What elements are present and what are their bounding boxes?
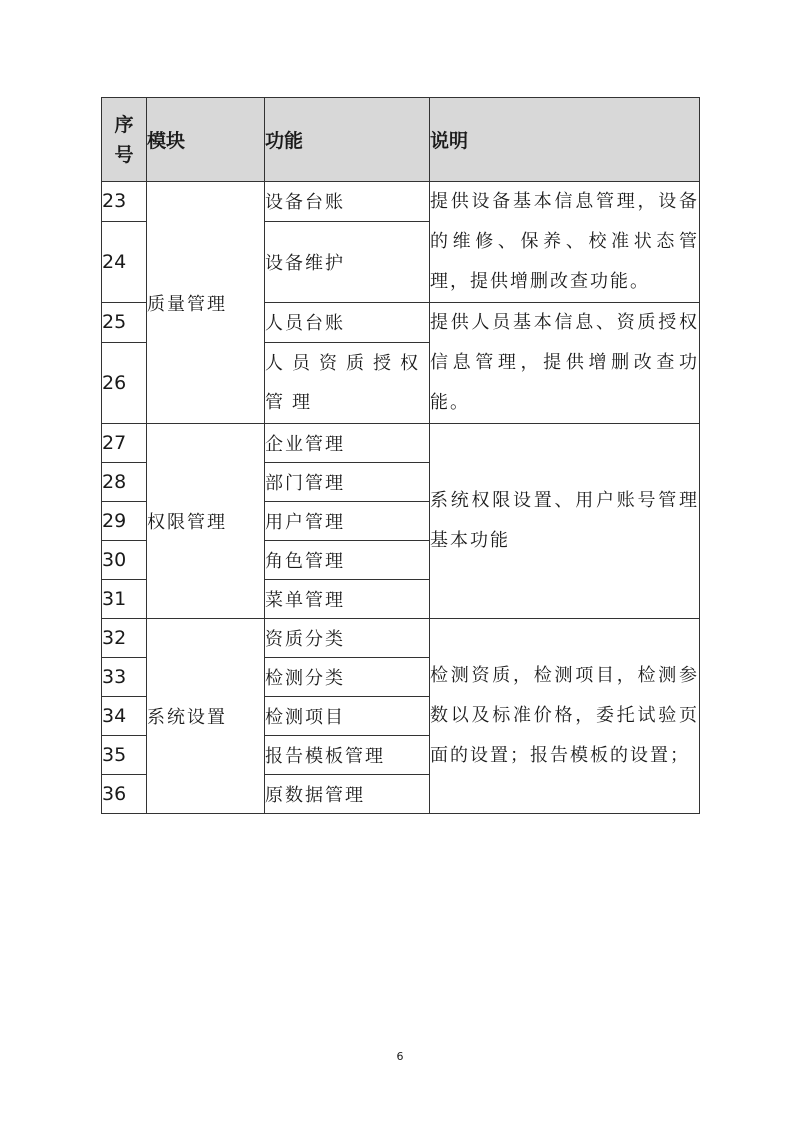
row-number: 27 bbox=[102, 424, 147, 463]
function-cell: 菜单管理 bbox=[265, 580, 430, 619]
table-row bbox=[102, 424, 700, 463]
row-number: 25 bbox=[102, 303, 147, 343]
row-number: 30 bbox=[102, 541, 147, 580]
module-cell-quality: 质量管理 bbox=[147, 182, 265, 424]
row-number: 23 bbox=[102, 182, 147, 222]
description-cell: 提供设备基本信息管理，设备的维修、保养、校准状态管理，提供增删改查功能。 bbox=[430, 182, 700, 303]
header-module: 模块 bbox=[147, 98, 265, 182]
function-cell: 企业管理 bbox=[265, 424, 430, 463]
table-row bbox=[102, 619, 700, 658]
row-number: 34 bbox=[102, 697, 147, 736]
row-number: 29 bbox=[102, 502, 147, 541]
function-cell: 人员台账 bbox=[265, 303, 430, 343]
function-cell: 设备维护 bbox=[265, 221, 430, 302]
header-description: 说明 bbox=[430, 98, 700, 182]
function-cell: 设备台账 bbox=[265, 182, 430, 222]
table-header-row bbox=[102, 98, 700, 182]
module-cell-system-settings: 系统设置 bbox=[147, 619, 265, 814]
row-number: 28 bbox=[102, 463, 147, 502]
description-cell: 检测资质，检测项目，检测参数以及标准价格，委托试验页面的设置；报告模板的设置； bbox=[430, 619, 700, 814]
function-cell: 资质分类 bbox=[265, 619, 430, 658]
module-cell-permissions: 权限管理 bbox=[147, 424, 265, 619]
header-function: 功能 bbox=[265, 98, 430, 182]
row-number: 24 bbox=[102, 221, 147, 302]
description-cell: 提供人员基本信息、资质授权信息管理，提供增删改查功能。 bbox=[430, 303, 700, 424]
function-cell: 检测项目 bbox=[265, 697, 430, 736]
function-cell: 检测分类 bbox=[265, 658, 430, 697]
function-cell: 角色管理 bbox=[265, 541, 430, 580]
function-cell: 原数据管理 bbox=[265, 775, 430, 814]
row-number: 26 bbox=[102, 342, 147, 423]
row-number: 33 bbox=[102, 658, 147, 697]
function-cell: 报告模板管理 bbox=[265, 736, 430, 775]
row-number: 32 bbox=[102, 619, 147, 658]
row-number: 36 bbox=[102, 775, 147, 814]
function-cell: 部门管理 bbox=[265, 463, 430, 502]
page-number: 6 bbox=[396, 1050, 404, 1063]
description-cell: 系统权限设置、用户账号管理基本功能 bbox=[430, 424, 700, 619]
header-seq-no: 序 号 bbox=[102, 98, 147, 182]
module-function-table bbox=[101, 97, 700, 814]
row-number: 31 bbox=[102, 580, 147, 619]
table-row bbox=[102, 182, 700, 222]
function-cell: 用户管理 bbox=[265, 502, 430, 541]
function-cell: 人员资质授权管理 bbox=[265, 342, 430, 423]
row-number: 35 bbox=[102, 736, 147, 775]
